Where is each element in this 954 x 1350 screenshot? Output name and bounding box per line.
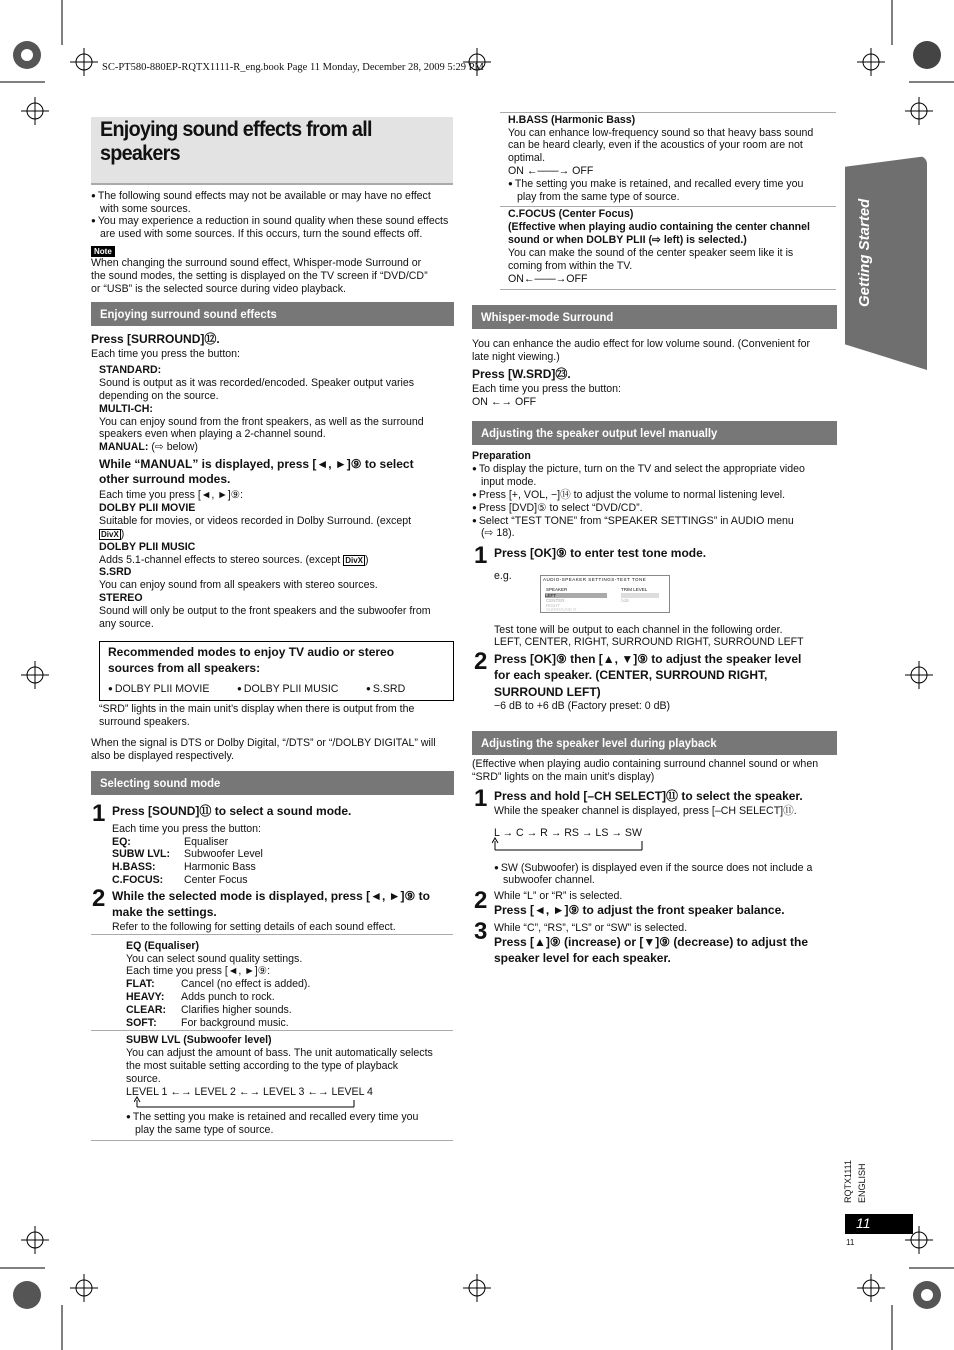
whisper-text-2: late night viewing.) xyxy=(472,351,560,363)
divider xyxy=(500,289,836,290)
while-manual-2: other surround modes. xyxy=(99,472,231,486)
intro-bullet-1: ● The following sound effects may not be available or may have no effect xyxy=(91,190,431,203)
mode-value: Equaliser xyxy=(184,836,229,848)
hbass-note-2: play from the same type of source. xyxy=(517,191,680,203)
divider xyxy=(91,1030,453,1031)
playback-step-2: Press [◄, ►]⑨ to adjust the front speaker balance. xyxy=(494,903,785,917)
sound-step-2a: While the selected mode is displayed, press [◄, ►]⑨ to xyxy=(112,889,430,903)
sound-step-2-note: Refer to the following for setting details of each sound effect. xyxy=(112,921,396,933)
playback-cond-2: “SRD” lights on the main unit’s display) xyxy=(472,771,655,783)
prep-1: ● To display the picture, turn on the TV and select the appropriate video xyxy=(472,463,805,476)
standard-heading: STANDARD: xyxy=(99,364,162,376)
hbass-text-2: can be heard clearly, even if the acoustics of your room are not xyxy=(508,139,803,151)
subw-note-2: play the same type of source. xyxy=(135,1124,274,1136)
screen-surround-r: SURROUND R xyxy=(546,607,577,612)
divx-badge: DivX xyxy=(345,556,363,565)
testtone-text-2: LEFT, CENTER, RIGHT, SURROUND RIGHT, SURROUND LEFT xyxy=(494,636,804,648)
page-title-line-2: speakers xyxy=(100,141,180,165)
mode-value: Harmonic Bass xyxy=(184,861,256,873)
eq-text-2: Each time you press [◄, ►]⑨: xyxy=(126,965,271,977)
sound-step-1: Press [SOUND]⑪ to select a sound mode. xyxy=(112,804,352,818)
manual-text: (⇨ below) xyxy=(151,441,198,453)
cfocus-onoff: ON←——→OFF xyxy=(508,273,588,285)
each-time-1: Each time you press the button: xyxy=(91,348,240,360)
ssrd-text: You can enjoy sound from all speakers with stereo sources. xyxy=(99,579,378,591)
prep-2: ● Press [+, VOL, −]⑭ to adjust the volume to normal listening level. xyxy=(472,489,785,502)
note-line-2: the sound modes, the setting is displayed on the TV screen if “DVD/CD” xyxy=(91,270,428,282)
eq-key: CLEAR: xyxy=(126,1004,167,1016)
eq-value: Clarifies higher sounds. xyxy=(181,1004,292,1016)
stereo-text-2: any source. xyxy=(99,618,154,630)
recommended-item-2: ● DOLBY PLII MUSIC xyxy=(237,683,338,696)
stereo-heading: STEREO xyxy=(99,592,143,604)
step-number: 1 xyxy=(474,785,488,812)
bar-selecting-sound-mode: Selecting sound mode xyxy=(91,771,454,795)
example-label: e.g. xyxy=(494,570,512,582)
sw-note-1: ● SW (Subwoofer) is displayed even if the source does not include a xyxy=(494,862,812,875)
preparation-heading: Preparation xyxy=(472,450,531,462)
subw-levels: LEVEL 1 ←→ LEVEL 2 ←→ LEVEL 3 ←→ LEVEL 4 xyxy=(126,1086,373,1098)
section-tab-label: Getting Started xyxy=(856,198,873,307)
playback-step-1: Press and hold [–CH SELECT]⑪ to select the speaker. xyxy=(494,789,803,803)
eq-value: For background music. xyxy=(181,1017,289,1029)
divider xyxy=(91,1140,453,1141)
playback-step-2-note: While “L” or “R” is selected. xyxy=(494,890,623,902)
screen-speaker: SPEAKER xyxy=(546,587,568,592)
step-number: 1 xyxy=(92,800,106,827)
playback-step-3-note: While “C”, “RS”, “LS” or “SW” is selected. xyxy=(494,922,688,934)
mode-key: EQ: xyxy=(112,836,131,848)
manual-heading: MANUAL: xyxy=(99,441,149,453)
screen-center: CENTER xyxy=(546,598,565,603)
recommended-title-2: sources from all speakers: xyxy=(108,661,261,675)
bar-adjust-manual: Adjusting the speaker output level manually xyxy=(472,421,837,445)
mode-value: Subwoofer Level xyxy=(184,848,263,860)
bar-whisper-mode: Whisper-mode Surround xyxy=(472,305,837,329)
plii-movie-heading: DOLBY PLII MOVIE xyxy=(99,502,196,514)
intro-bullet-2-cont: are used with some sources. If this occurs, turn the sound effects off. xyxy=(100,228,423,240)
loop-arrow xyxy=(134,1096,364,1108)
press-wsrd: Press [W.SRD]㉓. xyxy=(472,367,571,381)
cfocus-text-2: coming from within the TV. xyxy=(508,260,633,272)
sound-step-2b: make the settings. xyxy=(112,905,217,919)
cfocus-cond-2: sound or when DOLBY PLII (⇨ left) is selected.) xyxy=(508,234,747,246)
multich-text-2: speakers even when playing a 2-channel sound. xyxy=(99,428,326,440)
language-label: ENGLISH xyxy=(857,1163,867,1203)
hbass-text-3: optimal. xyxy=(508,152,546,164)
mode-key: SUBW LVL: xyxy=(112,848,171,860)
intro-bullet-1-cont: with some sources. xyxy=(100,203,191,215)
plii-music-text: Adds 5.1-channel effects to stereo sources. (except xyxy=(99,554,341,566)
each-time-2: Each time you press [◄, ►]⑨: xyxy=(99,489,244,501)
recommended-item-1: ● DOLBY PLII MOVIE xyxy=(108,683,209,696)
subw-text-2: the most suitable setting according to the type of playback xyxy=(126,1060,399,1072)
eq-text-1: You can select sound quality settings. xyxy=(126,953,303,965)
screen-value: 0dB xyxy=(621,593,659,598)
adjust-step-2c: SURROUND LEFT) xyxy=(494,685,601,699)
hbass-text-1: You can enhance low-frequency sound so that heavy bass sound xyxy=(508,127,814,139)
recommended-title-1: Recommended modes to enjoy TV audio or stereo xyxy=(108,645,395,659)
mode-key: C.FOCUS: xyxy=(112,874,164,886)
ssrd-heading: S.SRD xyxy=(99,566,132,578)
step-number: 3 xyxy=(474,918,488,945)
eq-key: SOFT: xyxy=(126,1017,157,1029)
cfocus-heading: C.FOCUS (Center Focus) xyxy=(508,208,634,220)
adjust-step-2a: Press [OK]⑨ then [▲, ▼]⑨ to adjust the speaker level xyxy=(494,652,802,666)
press-surround: Press [SURROUND]⑫. xyxy=(91,332,220,346)
page-number-small: 11 xyxy=(846,1238,855,1247)
screen-right: RIGHT xyxy=(546,603,560,608)
eq-value: Adds punch to rock. xyxy=(181,991,275,1003)
plii-music-heading: DOLBY PLII MUSIC xyxy=(99,541,196,553)
print-header: SC-PT580-880EP-RQTX1111-R_eng.book Page 11 Monday, December 28, 2009 5:29 PM xyxy=(102,62,484,73)
whisper-each: Each time you press the button: xyxy=(472,383,621,395)
adjust-step-2b: for each speaker. (CENTER, SURROUND RIGHT, xyxy=(494,668,768,682)
standard-text-1: Sound is output as it was recorded/encoded. Speaker output varies xyxy=(99,377,415,389)
eq-heading: EQ (Equaliser) xyxy=(126,940,199,952)
note-line-1: When changing the surround sound effect, Whisper-mode Surround or xyxy=(91,257,422,269)
hbass-onoff: ON ←——→ OFF xyxy=(508,165,594,177)
srd-light-1: “SRD” lights in the main unit’s display when there is output from the xyxy=(99,703,415,715)
sound-each: Each time you press the button: xyxy=(112,823,261,835)
page-title xyxy=(100,117,413,165)
mode-key: H.BASS: xyxy=(112,861,156,873)
eq-key: HEAVY: xyxy=(126,991,165,1003)
channel-sequence: L → C → R → RS → LS → SW xyxy=(494,827,642,839)
bar-enjoying-surround: Enjoying surround sound effects xyxy=(91,302,454,326)
intro-bullet-2: ● You may experience a reduction in sound quality when these sound effects xyxy=(91,215,448,228)
playback-cond-1: (Effective when playing audio containing surround channel sound or when xyxy=(472,758,819,770)
multich-text-1: You can enjoy sound from the front speakers, as well as the surround xyxy=(99,416,424,428)
note-label: Note xyxy=(91,246,115,257)
divider xyxy=(500,112,836,113)
mode-value: Center Focus xyxy=(184,874,248,886)
subw-text-3: source. xyxy=(126,1073,161,1085)
step-number: 2 xyxy=(474,887,488,914)
hbass-heading: H.BASS (Harmonic Bass) xyxy=(508,114,636,126)
playback-step-3b: speaker level for each speaker. xyxy=(494,951,671,965)
subw-note-1: ● The setting you make is retained and recalled every time you xyxy=(126,1111,418,1124)
screen-trim: TRIM LEVEL xyxy=(621,587,648,592)
playback-step-1-note: While the speaker channel is displayed, press [–CH SELECT]⑪. xyxy=(494,805,797,817)
test-tone-screen xyxy=(540,575,670,613)
whisper-text-1: You can enhance the audio effect for low volume sound. (Convenient for xyxy=(472,338,811,350)
recommended-item-3: ● S.SRD xyxy=(366,683,405,696)
multich-heading: MULTI-CH: xyxy=(99,403,153,415)
subw-text-1: You can adjust the amount of bass. The unit automatically selects xyxy=(126,1047,433,1059)
stereo-text-1: Sound will only be output to the front speakers and the subwoofer from xyxy=(99,605,431,617)
plii-movie-text: Suitable for movies, or videos recorded in Dolby Surround. (except xyxy=(99,515,412,527)
prep-4: ● Select “TEST TONE” from “SPEAKER SETTINGS” in AUDIO menu xyxy=(472,515,794,528)
adjust-step-1: Press [OK]⑨ to enter test tone mode. xyxy=(494,546,707,560)
hbass-note-1: ● The setting you make is retained, and recalled every time you xyxy=(508,178,803,191)
page-number: 11 xyxy=(856,1215,871,1231)
prep-3: ● Press [DVD]⑤ to select “DVD/CD”. xyxy=(472,502,643,515)
note-line-3: or “USB” is the selected source during video playback. xyxy=(91,283,346,295)
step-number: 2 xyxy=(474,648,488,675)
prep-1-cont: input mode. xyxy=(481,476,537,488)
step-number: 1 xyxy=(474,542,488,569)
prep-4-cont: (⇨ 18). xyxy=(481,527,515,539)
testtone-text-1: Test tone will be output to each channel in the following order. xyxy=(494,624,783,636)
bar-adjust-playback: Adjusting the speaker level during playback xyxy=(472,731,837,755)
srd-light-2: surround speakers. xyxy=(99,716,190,728)
screen-value: 0dB xyxy=(621,598,630,603)
standard-text-2: depending on the source. xyxy=(99,390,219,402)
sw-note-2: subwoofer channel. xyxy=(503,874,595,886)
playback-step-3a: Press [▲]⑨ (increase) or [▼]⑨ (decrease) to adjust the xyxy=(494,935,809,949)
dts-note-1: When the signal is DTS or Dolby Digital, “/DTS” or “/DOLBY DIGITAL” will xyxy=(91,737,436,749)
screen-title: AUDIO-SPEAKER SETTINGS-TEST TONE xyxy=(543,577,647,582)
divider xyxy=(91,934,453,935)
cfocus-text-1: You can make the sound of the center speaker seem like it is xyxy=(508,247,794,259)
adjust-range: −6 dB to +6 dB (Factory preset: 0 dB) xyxy=(494,700,671,712)
loop-arrow xyxy=(492,837,652,851)
eq-value: Cancel (no effect is added). xyxy=(181,978,311,990)
divider xyxy=(500,206,836,207)
cfocus-cond-1: (Effective when playing audio containing the center channel xyxy=(508,221,810,233)
subw-heading: SUBW LVL (Subwoofer level) xyxy=(126,1034,272,1046)
page-title-line-1: Enjoying sound effects from all xyxy=(100,117,372,141)
whisper-onoff: ON ←→ OFF xyxy=(472,396,537,408)
screen-left: LEFT xyxy=(545,593,607,598)
while-manual-1: While “MANUAL” is displayed, press [◄, ►]⑨ to select xyxy=(99,457,414,471)
eq-key: FLAT: xyxy=(126,978,155,990)
model-code: RQTX1111 xyxy=(843,1159,853,1203)
step-number: 2 xyxy=(92,885,106,912)
dts-note-2: also be displayed respectively. xyxy=(91,750,234,762)
divx-badge: DivX xyxy=(101,530,119,539)
